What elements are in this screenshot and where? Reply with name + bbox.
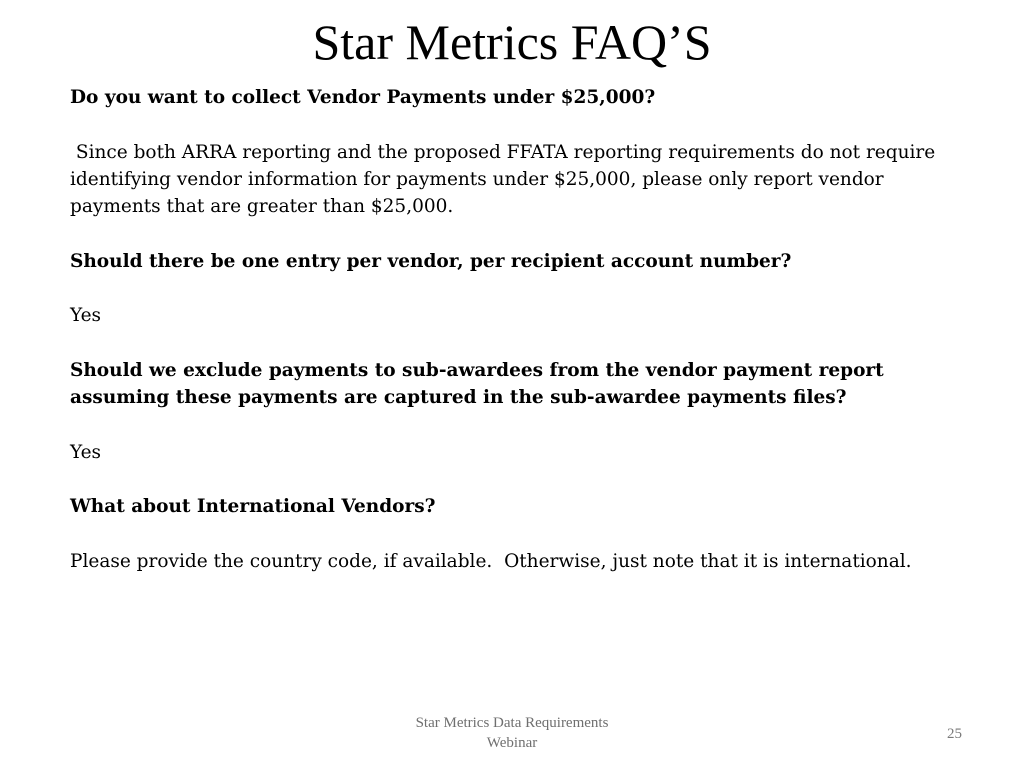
faq-question-3: Should we exclude payments to sub-awardees from the vendor payment report assuming these payments are captured in the sub-awardee payments files? [70, 359, 884, 409]
faq-answer-1: Since both ARRA reporting and the proposed FFATA reporting requirements do not require identifying vendor information for payments under $25,000, please only report vendor payments that are greater than $25,000. [70, 141, 942, 218]
faq-answer-2: Yes [70, 305, 102, 327]
spacer [70, 521, 975, 548]
spacer [70, 412, 975, 439]
spacer [70, 330, 975, 357]
spacer [70, 466, 975, 493]
faq-answer-3: Yes [70, 441, 102, 463]
slide-footer [362, 713, 662, 753]
faq-content [70, 84, 975, 575]
spacer [70, 111, 975, 138]
faq-answer-4: Please provide the country code, if available. Otherwise, just note that it is international. [70, 551, 912, 573]
spacer [70, 220, 975, 247]
faq-question-2: Should there be one entry per vendor, per recipient account number? [70, 250, 792, 272]
slide-title: Star Metrics FAQ’S [312, 14, 712, 70]
spacer [70, 275, 975, 302]
footer-line-1: Star Metrics Data Requirements [415, 715, 609, 731]
faq-question-1: Do you want to collect Vendor Payments under $25,000? [70, 87, 656, 108]
footer-line-2: Webinar [486, 735, 538, 751]
slide-number: 25 [947, 726, 962, 742]
faq-question-4: What about International Vendors? [70, 496, 436, 518]
